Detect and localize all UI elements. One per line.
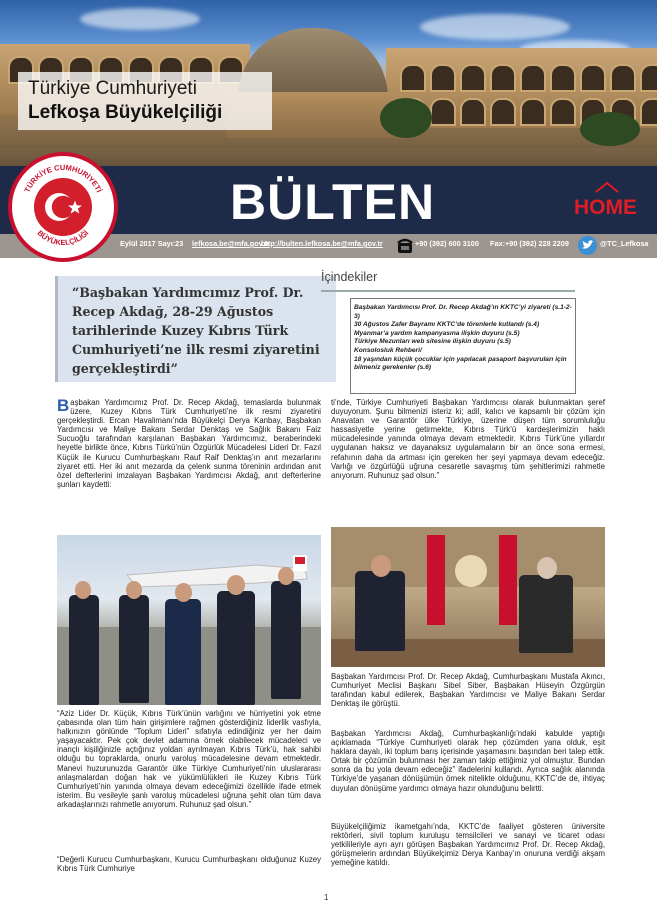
photo-meeting [331,527,605,667]
headline-quote: “Başbakan Yardımcımız Prof. Dr. Recep Akdağ, 28-29 Ağustos tarihlerinde Kuzey Kıbrıs Türk Cumhuriyeti’ne ilk resmi ziyaretini gerçekleştirdi” [72,285,320,376]
phone-icon [397,237,413,254]
phone-number: +90 (392) 600 3100 [415,239,479,248]
embassy-title: Lefkoşa Büyükelçiliği [28,102,223,123]
crescent-star-icon [34,178,92,236]
bulletin-title: BÜLTEN [230,174,436,230]
twitter-handle[interactable]: @TC_Lefkosa [600,239,649,248]
letter-kucuk: “Aziz Lider Dr. Küçük, Kıbrıs Türk’ünün varlığını ve hürriyetini yok etme çabasında olan tüm hain girişimlere rağmen gösterdiğiniz liderlik vasfıyla, halkınızın gönlünde “Toplum Lideri” sıfatıyla edindiğiniz yer her daim yaşayacaktır. Pek çok devlet adamına örnek olabilecek mücadeleci ve inançlı kişiliğinizle açtığınız yoldan ayrılmayan Kıbrıs Türk’ü, hak sahibi olduğu bu topraklarda, onurlu varoluş mücadelesine devam etmektedir. Manevi huzurunuzda Garantör ülke Türkiye Cumhuriyeti’nin uluslararası anlaşmalardan doğan hak ve yükümlülükleri ile Kuzey Kıbrıs Türk Cumhuriyeti’nin yanında olmaya devam edeceğimizi özellikle ifade etmek isterim. Bu vesileyle şanlı varoluş mücadelesi uğruna şehit olan tüm dava arkadaşlarınızı rahmetle anıyorum. Ruhunuz şad olsun.” [57,709,321,809]
article-continued: ti’nde, Türkiye Cumhuriyeti Başbakan Yardımcısı olarak bulunmaktan şeref duyuyorum. Şunu bilmenizi isteriz ki; adil, kalıcı ve kapsamlı bir çözüm için Anavatan ve Garantör ülke Türkiye, üzerine düşen tüm sorumluluğu hassasiyetle yerine getirmekte, Kıbrıs Türk’ü kardeşlerimizin haklı mücadelesinde yanında olmaya devam etmektedir. Kıbrıs Türk’üne yıllardır uygulanan haksız ve dayanaksız uygulamaların bir an önce sona ermesi, refahının daha da artması için gereken her şeyi yapmaya devam edeceğiz. Varlığı ve özgürlüğü uğruna cesaretle savaşmış tüm şehitlerimizi rahmetle anıyorum. Ruhunuz şad olsun.” [331,398,605,480]
toc-list [354,304,572,373]
toc-heading [321,266,575,292]
twitter-icon [578,236,597,255]
toc-item[interactable]: Türkiye Mezunları web sitesine ilişkin duyuru (s.5) [354,338,511,346]
page-number: 1 [324,893,329,902]
web-link[interactable]: http://bulten.lefkosa.be@mfa.gov.tr [261,239,383,248]
letter-denktas: “Değerli Kurucu Cumhurbaşkanı, Kurucu Cumhurbaşkanı olduğunuz Kuzey Kıbrıs Türk Cumhuriye [57,855,321,874]
country-title: Türkiye Cumhuriyeti [28,78,197,99]
fax-number: Fax:+90 (392) 228 2209 [490,239,569,248]
toc-item[interactable]: 30 Ağustos Zafer Bayramı KKTC’de törenlerle kutlandı (s.4) [354,321,540,329]
toc-item[interactable]: 18 yaşından küçük çocuklar için yapılacak pasaport başvuruları için bilmeniz gerekenler (s.6) [354,355,567,372]
intro-text: aşbakan Yardımcımız Prof. Dr. Recep Akdağ, temaslarda bulunmak üzere, Kuzey Kıbrıs Türk Cumhuriyeti’ne ilk resmi ziyaretini gerçekleştirdi. Ercan Havalimanı’nda Büyükelçi Derya Kanbay, Başbakan Yardımcısı ve Maliye Bakanı Serdar Denktaş ve Sağlık Bakanı Faiz Sucuoğlu tarafından karşılanan Başbakan Yardımcımız, beraberindeki heyetle birlikte önce, Kıbrıs Türkü’nün Özgürlük Mücadelesi Lideri Dr. Fazıl Küçük ile Kurucu Cumhurbaşkanı Rauf Raif Denktaş’ın anıt mezarlarını ziyaret etti. Her iki anıt mezarda da çelenk sunma töreninin ardından anıt özel defterlerini imzalayan Başbakan Yardımcısı Akdağ, anıt defterlerine şunları kaydetti: [57,398,321,489]
paragraph-embassy: Büyükelçiliğimiz ikametgahı’nda, KKTC’de faaliyet gösteren üniversite rektörleri, sivil toplum kuruluşu temsilcileri ve sanayi ve ticaret odası yetkilileriyle ayrı ayrı görüşen Başbakan Yardımcımız Prof. Dr. Recep Akdağ, görüşmelerin ardından Büyükelçimiz Derya Kanbay’ın onuruna verdiği akşam yemeğine katıldı. [331,822,605,868]
toc-item[interactable]: Başbakan Yardımcısı Prof. Dr. Recep Akdağ’ın KKTC’yi ziyareti (s.1-2-3) [354,304,572,320]
article-intro [57,398,321,489]
paragraph-presidency: Başbakan Yardımcısı Akdağ, Cumhurbaşkanlığı’ndaki kabulde yaptığı açıklamada “Türkiye Cumhuriyeti olarak hep çözümden yana olduk, eşit haklara dayalı, iki toplum barış içerisinde yaşamasını başından beri talep ettik. Ortak bir çözümün bulunması her zaman takip ettiğimiz yol olmuştur. Bundan sonra da bu yola devam edeceğiz” ifadelerini kullandı. Ayrıca sağlık alanında Türkiye’de yaşanan dönüşümün örnek nitelikte olduğunu, KKTC’de de, ihtiyaç duyulan dönüşüme yardımcı olmaya hazır olunduğunu belirtti. [331,729,605,793]
toc-item[interactable]: Myanmar’a yardım kampanyasına ilişkin duyuru (s.5) [354,329,520,337]
embassy-seal [8,152,118,262]
photo-arrival [57,535,321,705]
seal-bottom-text: BÜYÜKELÇİLİĞİ [35,228,91,248]
home-link[interactable]: HOME [574,196,637,219]
house-icon [594,180,620,194]
flag-emblem [34,178,92,236]
email-link[interactable]: lefkosa.be@mfa.gov.tr [192,239,270,248]
photo-caption: Başbakan Yardımcısı Prof. Dr. Recep Akdağ, Cumhurbaşkanı Mustafa Akıncı, Cumhuriyet Meclisi Başkanı Sibel Siber, Başbakan Hüseyin Özgürgün tarafından kabul edilerek, Başbakan Yardımcısı ve Maliye Bakanı Serdar Denktaş ile görüştü. [331,672,605,709]
toc-item[interactable]: Konsolosluk Rehberi/ [354,346,422,354]
drop-cap: B [57,396,70,415]
seal-top-text: TÜRKİYE CUMHURİYETİ [22,162,104,194]
issue-label: Eylül 2017 Sayı:23 [120,239,184,248]
toc-title: İçindekiler [321,270,378,284]
